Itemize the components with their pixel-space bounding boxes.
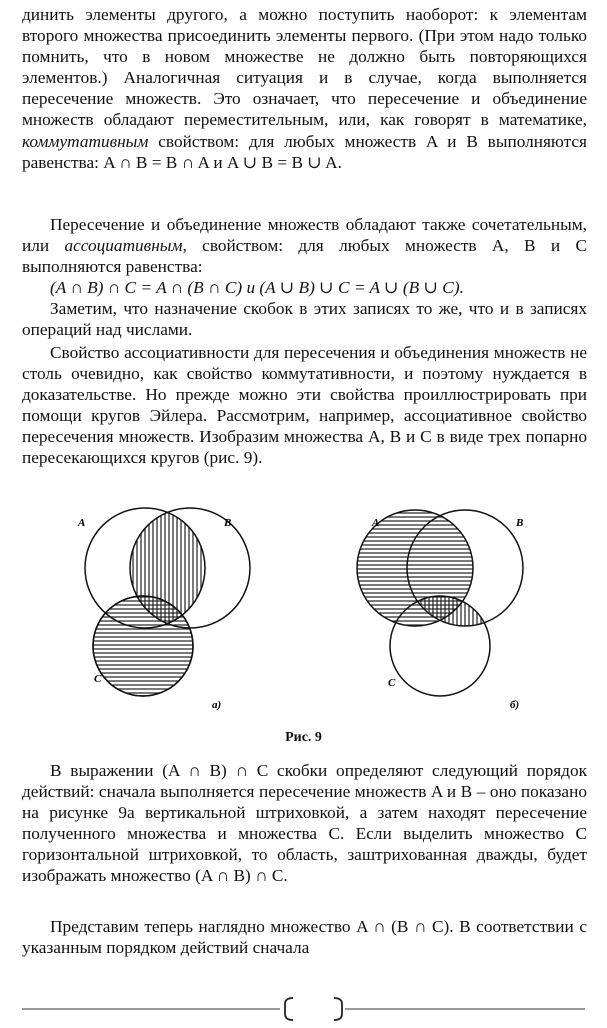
sublabel-b: б) [510,699,520,711]
label-c-left: C [94,673,102,685]
label-a-left: A [78,517,86,529]
associative-formula: (A ∩ B) ∩ C = A ∩ (B ∩ C) и (A ∪ B) ∪ C = A ∪ (B ∪ C). [50,278,464,297]
sublabel-a: а) [212,699,222,711]
figure-euler-circles [0,496,607,746]
euler-diagram-b [357,510,523,711]
label-a-right: A [372,517,380,529]
page-footer-ornament [0,994,607,1024]
paragraph-euler-circles: Свойство ассоциативности для пересечения и объединения множеств не столь очевидно, как свойство коммутативности, и поэтому нуждается в доказательстве. Но прежде можно эти свойства проиллюстрировать при помощи кругов Эйлера. Рассмотрим, например, ассоциативное свойство пересечения множеств. Изобразим множества A, B и C в виде трех попарно пересекающихся кругов (рис. 9). [22,343,587,468]
paragraph-expression-order: В выражении (A ∩ B) ∩ C скобки определяют следующий порядок действий: сначала выполняется пересечение множеств A и B – оно показано на рисунке 9а вертикальной штриховкой, а затем находят пересечение полученного множества и множества C. Если выделить множество C горизонтальной штриховкой, то область, заштрихованная дважды, будет изображать множество (A ∩ B) ∩ C. [22,761,587,886]
term-commutative: коммутативным [22,131,149,151]
paragraph-brackets-note: Заметим, что назначение скобок в этих записях то же, что и в записях операций над числами. [22,299,587,340]
euler-diagram-a [77,508,250,711]
figure-caption: Рис. 9 [285,730,322,745]
paragraph-associative: Пересечение и объединение множеств обладают также сочетательным, или ассоциативным, свойством: для любых множеств A, B и C выполняются равенства: [22,215,587,277]
label-b-left: B [224,517,232,529]
paragraph-next-set: Представим теперь наглядно множество A ∩ (B ∩ C). В соответствии с указанным порядком действий сначала [22,917,587,958]
paragraph-commutative: динить элементы другого, а можно поступить наоборот: к элементам второго множества присоединить элементы первого. (При этом надо только помнить, что в новом множестве не должно быть повторяющихся элементов.) Аналогичная ситуация и в случае, когда выполняется пересечение множеств. Это означает, что пересечение и объединение множеств обладают переместительным, или, как говорят в математике, коммутативным свойством: для любых множеств A и B выполняются равенства: A ∩ B = B ∩ A и A ∪ B = B ∪ A. [22,5,587,172]
term-associative: ассоциативным [64,236,183,256]
label-c-right: C [388,677,396,689]
label-b-right: B [516,517,524,529]
